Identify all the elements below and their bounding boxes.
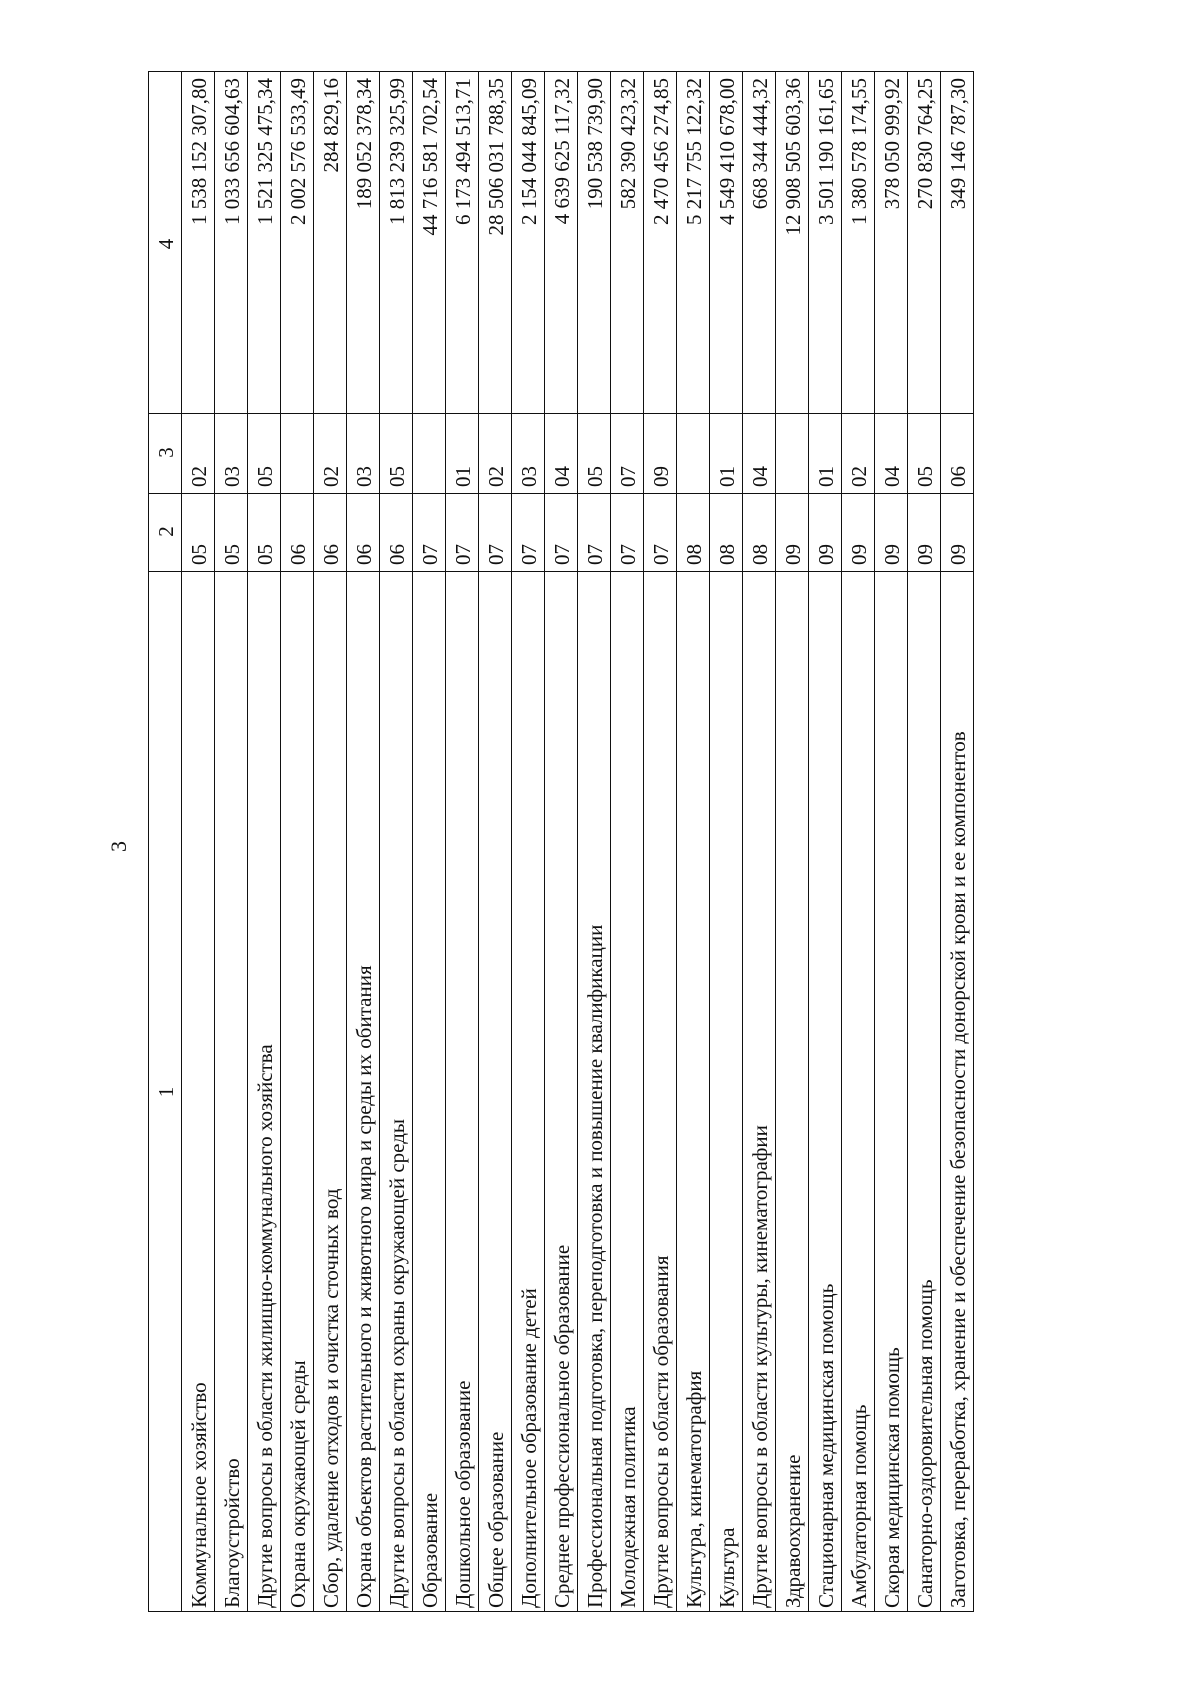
row-subsection: 06 (941, 414, 974, 494)
header-col-2: 2 (149, 494, 182, 572)
budget-table (148, 71, 974, 1612)
row-subsection: 03 (347, 414, 380, 494)
row-amount: 2 154 044 845,09 (512, 72, 545, 414)
row-subsection: 04 (875, 414, 908, 494)
row-name: Профессиональная подготовка, переподготовка и повышение квалификации (578, 572, 611, 1612)
table-row (941, 72, 974, 1612)
row-name: Другие вопросы в области образования (644, 572, 677, 1612)
table-row (545, 72, 578, 1612)
row-amount: 284 829,16 (314, 72, 347, 414)
row-name: Охрана объектов растительного и животного мира и среды их обитания (347, 572, 380, 1612)
header-col-4: 4 (149, 72, 182, 414)
row-section: 08 (710, 494, 743, 572)
row-subsection: 03 (512, 414, 545, 494)
row-name: Стационарная медицинская помощь (809, 572, 842, 1612)
row-subsection: 02 (182, 414, 215, 494)
row-subsection: 05 (248, 414, 281, 494)
table-row (248, 72, 281, 1612)
row-amount: 190 538 739,90 (578, 72, 611, 414)
row-amount: 1 033 656 604,63 (215, 72, 248, 414)
row-section: 05 (248, 494, 281, 572)
row-amount: 4 639 625 117,32 (545, 72, 578, 414)
row-section: 09 (809, 494, 842, 572)
row-amount: 270 830 764,25 (908, 72, 941, 414)
budget-table-container (148, 72, 1094, 1612)
header-col-1: 1 (149, 572, 182, 1612)
table-row (875, 72, 908, 1612)
table-row (215, 72, 248, 1612)
row-amount: 1 813 239 325,99 (380, 72, 413, 414)
row-name: Благоустройство (215, 572, 248, 1612)
row-subsection: 01 (809, 414, 842, 494)
table-row (644, 72, 677, 1612)
table-row (743, 72, 776, 1612)
table-body (182, 72, 974, 1612)
row-amount: 582 390 423,32 (611, 72, 644, 414)
row-amount: 12 908 505 603,36 (776, 72, 809, 414)
row-amount: 378 050 999,92 (875, 72, 908, 414)
row-name: Образование (413, 572, 446, 1612)
row-name: Дополнительное образование детей (512, 572, 545, 1612)
row-name: Общее образование (479, 572, 512, 1612)
row-subsection: 01 (446, 414, 479, 494)
row-section: 05 (215, 494, 248, 572)
row-subsection (776, 414, 809, 494)
row-subsection: 02 (479, 414, 512, 494)
table-row (380, 72, 413, 1612)
row-name: Дошкольное образование (446, 572, 479, 1612)
row-section: 07 (545, 494, 578, 572)
row-subsection: 01 (710, 414, 743, 494)
row-section: 06 (281, 494, 314, 572)
table-row (908, 72, 941, 1612)
row-section: 07 (512, 494, 545, 572)
table-row (446, 72, 479, 1612)
row-amount: 3 501 190 161,65 (809, 72, 842, 414)
row-subsection: 07 (611, 414, 644, 494)
row-subsection: 05 (380, 414, 413, 494)
row-section: 09 (941, 494, 974, 572)
row-subsection: 09 (644, 414, 677, 494)
row-name: Среднее профессиональное образование (545, 572, 578, 1612)
row-name: Культура (710, 572, 743, 1612)
table-row (677, 72, 710, 1612)
row-amount: 2 470 456 274,85 (644, 72, 677, 414)
table-row (578, 72, 611, 1612)
row-section: 07 (446, 494, 479, 572)
row-section: 09 (776, 494, 809, 572)
row-subsection: 05 (578, 414, 611, 494)
table-row (809, 72, 842, 1612)
row-amount: 1 538 152 307,80 (182, 72, 215, 414)
row-section: 07 (611, 494, 644, 572)
table-row (182, 72, 215, 1612)
row-section: 09 (875, 494, 908, 572)
row-name: Молодежная политика (611, 572, 644, 1612)
row-name: Культура, кинематография (677, 572, 710, 1612)
table-row (347, 72, 380, 1612)
table-row (512, 72, 545, 1612)
row-section: 09 (908, 494, 941, 572)
row-section: 06 (347, 494, 380, 572)
row-subsection: 04 (545, 414, 578, 494)
row-section: 08 (677, 494, 710, 572)
row-amount: 1 380 578 174,55 (842, 72, 875, 414)
row-amount: 2 002 576 533,49 (281, 72, 314, 414)
row-amount: 668 344 444,32 (743, 72, 776, 414)
row-amount: 1 521 325 475,34 (248, 72, 281, 414)
table-row (413, 72, 446, 1612)
row-name: Здравоохранение (776, 572, 809, 1612)
row-name: Другие вопросы в области охраны окружающей среды (380, 572, 413, 1612)
row-amount: 4 549 410 678,00 (710, 72, 743, 414)
row-name: Сбор, удаление отходов и очистка сточных вод (314, 572, 347, 1612)
row-section: 07 (413, 494, 446, 572)
row-section: 07 (644, 494, 677, 572)
row-subsection (413, 414, 446, 494)
row-name: Санаторно-оздоровительная помощь (908, 572, 941, 1612)
row-subsection (677, 414, 710, 494)
row-section: 07 (479, 494, 512, 572)
row-section: 06 (380, 494, 413, 572)
row-subsection (281, 414, 314, 494)
row-name: Другие вопросы в области культуры, кинематографии (743, 572, 776, 1612)
table-row (710, 72, 743, 1612)
row-subsection: 05 (908, 414, 941, 494)
row-amount: 349 146 787,30 (941, 72, 974, 414)
row-name: Скорая медицинская помощь (875, 572, 908, 1612)
row-subsection: 04 (743, 414, 776, 494)
row-amount: 189 052 378,34 (347, 72, 380, 414)
table-row (842, 72, 875, 1612)
table-header-row (149, 72, 182, 1612)
table-row (479, 72, 512, 1612)
row-subsection: 02 (842, 414, 875, 494)
row-subsection: 02 (314, 414, 347, 494)
row-section: 05 (182, 494, 215, 572)
table-row (314, 72, 347, 1612)
row-section: 09 (842, 494, 875, 572)
row-amount: 28 506 031 788,35 (479, 72, 512, 414)
page-number: 3 (106, 841, 131, 852)
row-name: Охрана окружающей среды (281, 572, 314, 1612)
row-subsection: 03 (215, 414, 248, 494)
row-name: Амбулаторная помощь (842, 572, 875, 1612)
table-row (611, 72, 644, 1612)
row-amount: 6 173 494 513,71 (446, 72, 479, 414)
row-amount: 5 217 755 122,32 (677, 72, 710, 414)
table-row (776, 72, 809, 1612)
table-row (281, 72, 314, 1612)
row-section: 08 (743, 494, 776, 572)
row-name: Заготовка, переработка, хранение и обеспечение безопасности донорской крови и ее компонентов (941, 572, 974, 1612)
row-section: 07 (578, 494, 611, 572)
row-amount: 44 716 581 702,54 (413, 72, 446, 414)
header-col-3: 3 (149, 414, 182, 494)
row-section: 06 (314, 494, 347, 572)
row-name: Другие вопросы в области жилищно-коммунального хозяйства (248, 572, 281, 1612)
row-name: Коммунальное хозяйство (182, 572, 215, 1612)
